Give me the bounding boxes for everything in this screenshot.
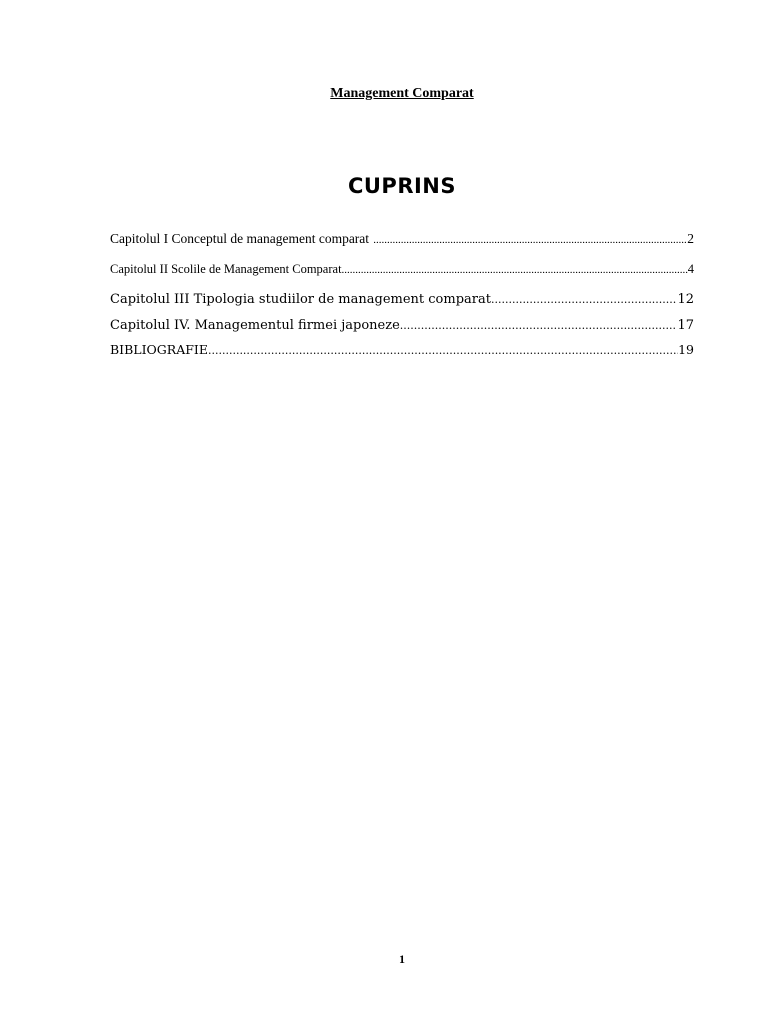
toc-entry-chapter-3[interactable] [110, 292, 694, 307]
toc-dot-leader [491, 293, 677, 306]
toc-dot-leader [373, 234, 687, 246]
toc-entry-page: 2 [687, 231, 694, 246]
toc-entry-label: BIBLIOGRAFIE [110, 342, 208, 357]
toc-entry-chapter-2[interactable] [110, 262, 694, 277]
toc-entry-chapter-4[interactable] [110, 318, 694, 333]
toc-entry-page: 19 [678, 342, 694, 357]
header-title: Management Comparat [330, 86, 474, 101]
toc-dot-leader [342, 264, 688, 276]
toc-entry-page: 17 [677, 318, 694, 333]
toc-entry-label: Capitolul II Scolile de Management Comparat [110, 262, 342, 276]
toc-entry-label: Capitolul I Conceptul de management comparat [110, 231, 370, 246]
toc-entry-chapter-1[interactable] [110, 231, 694, 247]
toc-entry-page: 4 [687, 262, 694, 276]
toc-entry-label: Capitolul IV. Managementul firmei japoneze [110, 318, 400, 333]
page-number: 1 [399, 952, 405, 966]
toc-entry-page: 12 [677, 292, 694, 307]
toc-dot-leader [208, 344, 678, 357]
toc-entry-bibliography[interactable] [110, 342, 694, 357]
toc-dot-leader [400, 319, 678, 332]
toc-entry-label: Capitolul III Tipologia studiilor de management comparat [110, 292, 491, 307]
toc-heading: CUPRINS [347, 174, 457, 198]
